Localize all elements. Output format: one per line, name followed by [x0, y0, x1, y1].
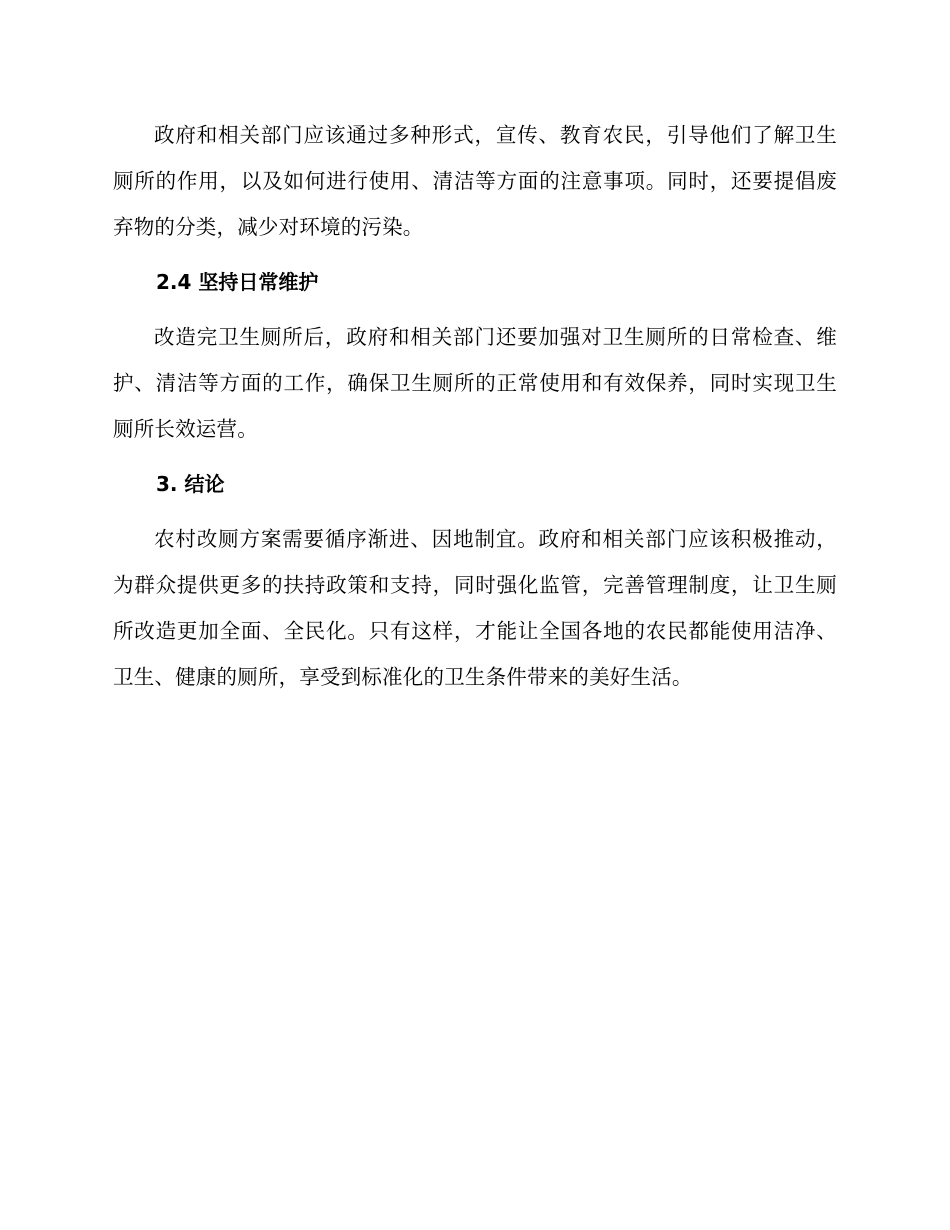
section-heading-2-4: 2.4 坚持日常维护: [156, 270, 319, 294]
paragraph-maintenance: 改造完卫生厕所后，政府和相关部门还要加强对卫生厕所的日常检查、维护、清洁等方面的工作，确保卫生厕所的正常使用和有效保养，同时实现卫生厕所长效运营。: [113, 325, 837, 441]
paragraph-education: 政府和相关部门应该通过多种形式，宣传、教育农民，引导他们了解卫生厕所的作用，以及如何进行使用、清洁等方面的注意事项。同时，还要提倡废弃物的分类，减少对环境的污染。: [113, 123, 837, 239]
paragraph-conclusion: 农村改厕方案需要循序渐进、因地制宜。政府和相关部门应该积极推动，为群众提供更多的扶持政策和支持，同时强化监管，完善管理制度，让卫生厕所改造更加全面、全民化。只有这样，才能让全国各地的农民都能使用洁净、卫生、健康的厕所，享受到标准化的卫生条件带来的美好生活。: [113, 527, 837, 689]
section-heading-3: 3. 结论: [156, 472, 225, 496]
